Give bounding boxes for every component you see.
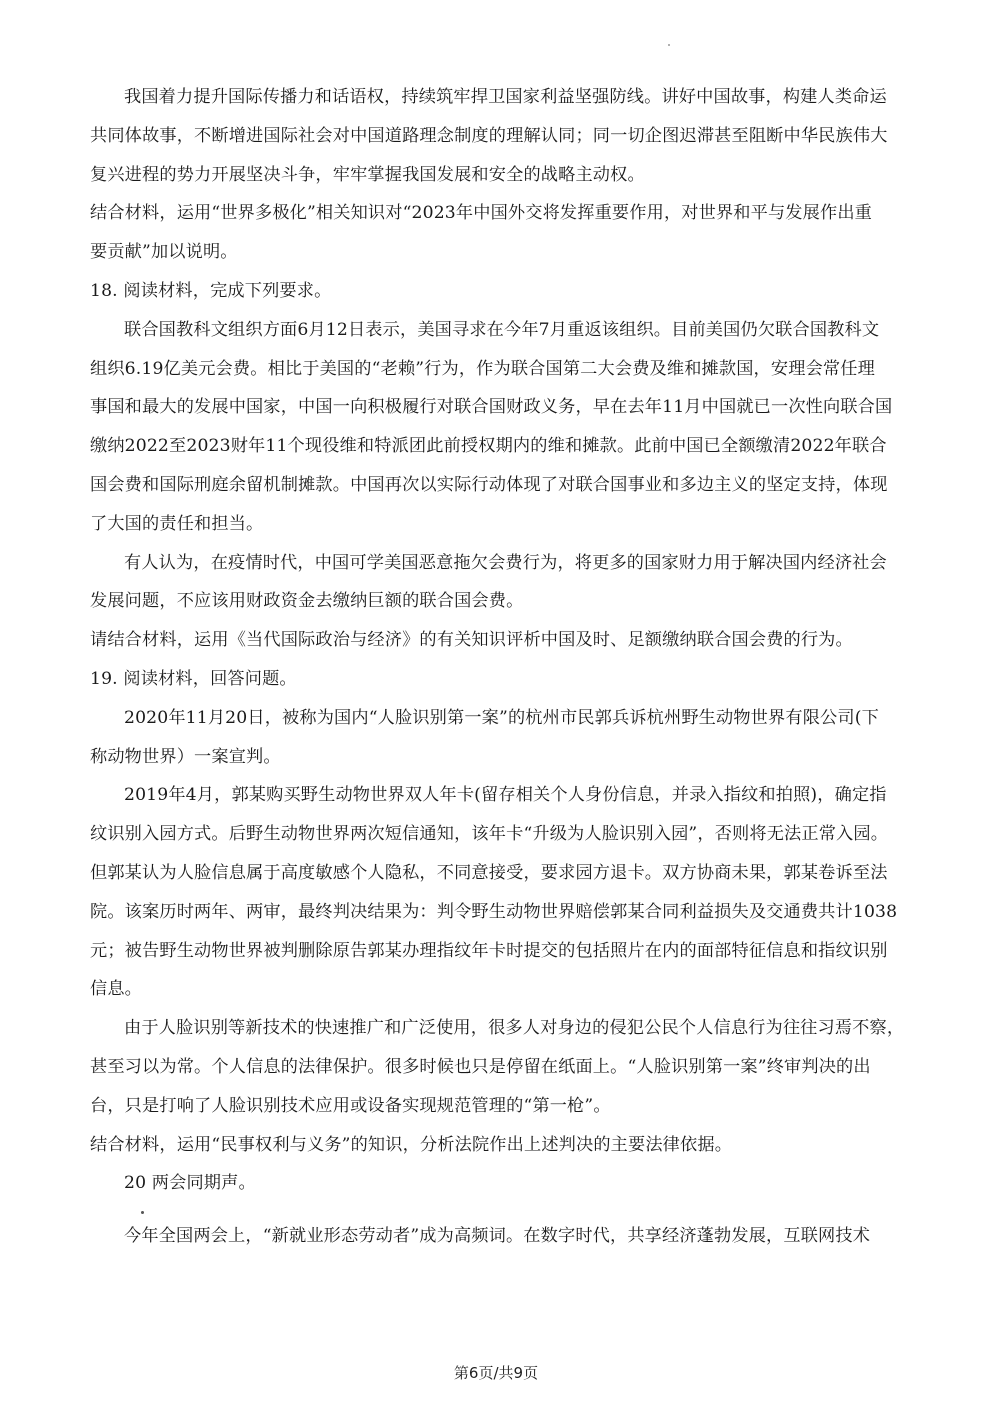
text-line: 缴纳2022至2023财年11个现役维和特派团此前授权期内的维和摊款。此前中国已全额缴清2022年联合 — [90, 436, 887, 457]
text-line: 请结合材料，运用《当代国际政治与经济》的有关知识评析中国及时、足额缴纳联合国会费的行为。 — [90, 630, 853, 651]
text-line: 元；被告野生动物世界被判删除原告郭某办理指纹年卡时提交的包括照片在内的面部特征信息和指纹识别 — [90, 940, 888, 961]
text-line: 我国着力提升国际传播力和话语权，持续筑牢捍卫国家利益坚强防线。讲好中国故事，构建人类命运 — [124, 87, 887, 107]
text-line: 结合材料，运用“世界多极化”相关知识对“2023年中国外交将发挥重要作用，对世界和平与发展作出重 — [90, 203, 872, 224]
text-line: 由于人脸识别等新技术的快速推广和广泛使用，很多人对身边的侵犯公民个人信息行为往往习焉不察， — [124, 1018, 905, 1039]
scan-speck — [141, 1211, 144, 1214]
text-line: 国会费和国际刑庭余留机制摊款。中国再次以实际行动体现了对联合国事业和多边主义的坚定支持，体现 — [90, 474, 888, 495]
text-line: 信息。 — [90, 979, 143, 1000]
scan-speck — [668, 44, 670, 46]
text-line: 复兴进程的势力开展坚决斗争，牢牢掌握我国发展和安全的战略主动权。 — [90, 164, 645, 185]
text-line: 联合国教科文组织方面6月12日表示，美国寻求在今年7月重返该组织。目前美国仍欠联合国教科文 — [124, 319, 880, 340]
text-line: 但郭某认为人脸信息属于高度敏感个人隐私，不同意接受，要求园方退卡。双方协商未果，郭某卷诉至法 — [90, 862, 888, 883]
text-line: 院。该案历时两年、两审，最终判决结果为：判令野生动物世界赔偿郭某合同利益损失及交通费共计1038 — [90, 901, 898, 922]
text-line: 事国和最大的发展中国家，中国一向积极履行对联合国财政义务，早在去年11月中国就已一次性向联合国 — [90, 397, 893, 418]
text-line: 18. 阅读材料，完成下列要求。 — [90, 280, 332, 301]
text-line: 有人认为，在疫情时代，中国可学美国恶意拖欠会费行为，将更多的国家财力用于解决国内经济社会 — [124, 552, 887, 573]
text-line: 甚至习以为常。个人信息的法律保护。很多时候也只是停留在纸面上。“人脸识别第一案”终审判决的出 — [90, 1056, 871, 1077]
text-line: 称动物世界）一案宣判。 — [90, 746, 281, 767]
page-footer: 第6页/共9页 — [453, 1364, 539, 1382]
text-line: 19. 阅读材料，回答问题。 — [90, 668, 297, 689]
text-line: 了大国的责任和担当。 — [90, 513, 264, 534]
document-body — [90, 78, 908, 1256]
text-line: 组织6.19亿美元会费。相比于美国的“老赖”行为，作为联合国第二大会费及维和摊款国，安理会常任理 — [90, 358, 875, 379]
text-line: 纹识别入园方式。后野生动物世界两次短信通知，该年卡“升级为人脸识别入园”，否则将无法正常入园。 — [90, 824, 889, 845]
text-line: 20 两会同期声。 — [124, 1173, 256, 1194]
text-line: 要贡献”加以说明。 — [90, 242, 238, 263]
text-line: 今年全国两会上，“新就业形态劳动者”成为高频词。在数字时代，共享经济蓬勃发展，互联网技术 — [124, 1226, 871, 1247]
text-line: 发展问题，不应该用财政资金去缴纳巨额的联合国会费。 — [90, 591, 524, 612]
text-line: 共同体故事，不断增进国际社会对中国道路理念制度的理解认同；同一切企图迟滞甚至阻断中华民族伟大 — [90, 125, 888, 146]
text-line: 结合材料，运用“民事权利与义务”的知识，分析法院作出上述判决的主要法律依据。 — [90, 1134, 733, 1155]
text-line: 台，只是打响了人脸识别技术应用或设备实现规范管理的“第一枪”。 — [90, 1095, 611, 1116]
text-line: 2019年4月，郭某购买野生动物世界双人年卡(留存相关个人身份信息，并录入指纹和拍照)，确定指 — [124, 785, 887, 806]
text-line: 2020年11月20日，被称为国内“人脸识别第一案”的杭州市民郭兵诉杭州野生动物世界有限公司(下 — [124, 707, 879, 728]
